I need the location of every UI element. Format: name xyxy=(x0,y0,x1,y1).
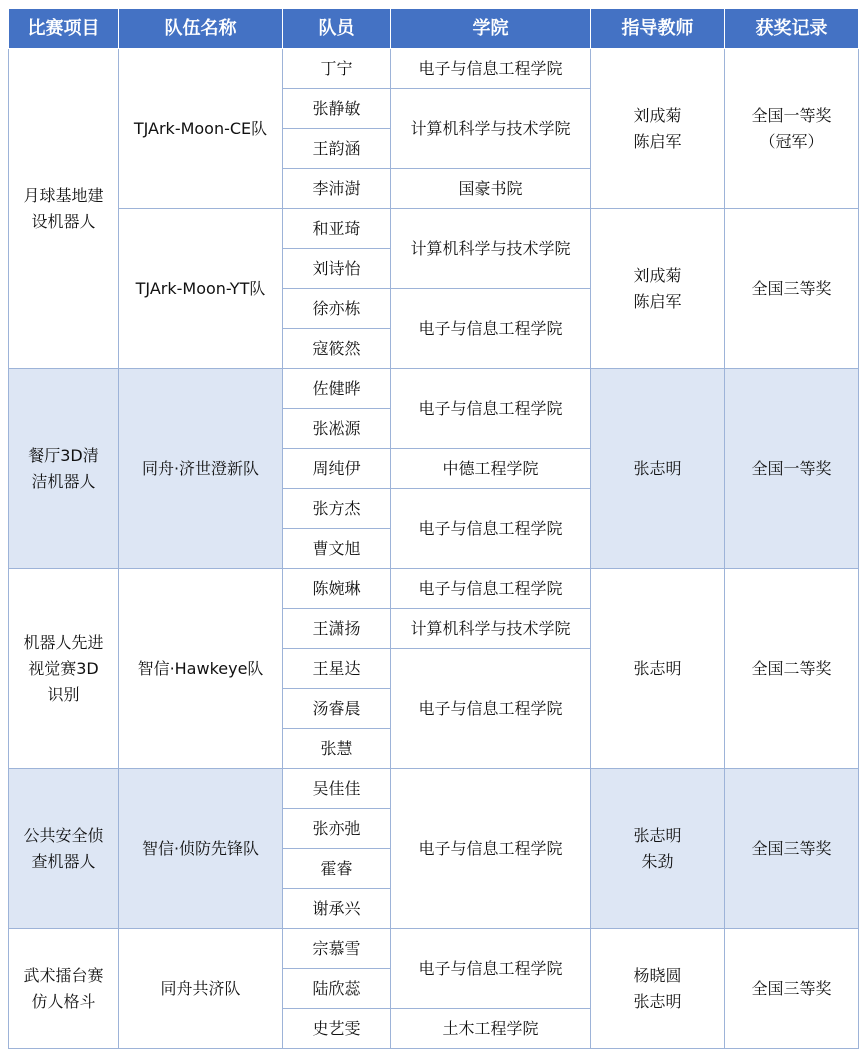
award-cell: 全国一等奖 xyxy=(725,369,859,569)
team-cell: 智信·Hawkeye队 xyxy=(119,569,283,769)
award-cell: 全国三等奖 xyxy=(725,929,859,1049)
member-cell: 刘诗怡 xyxy=(283,249,391,289)
team-cell: 同舟共济队 xyxy=(119,929,283,1049)
member-cell: 佐健晔 xyxy=(283,369,391,409)
member-cell: 谢承兴 xyxy=(283,889,391,929)
award-cell: 全国二等奖 xyxy=(725,569,859,769)
member-cell: 寇筱然 xyxy=(283,329,391,369)
college-cell: 计算机科学与技术学院 xyxy=(391,609,591,649)
header-award: 获奖记录 xyxy=(725,9,859,49)
teacher-cell: 杨晓圆 张志明 xyxy=(591,929,725,1049)
team-cell: TJArk-Moon-YT队 xyxy=(119,209,283,369)
teacher-cell: 刘成菊 陈启军 xyxy=(591,209,725,369)
header-teacher: 指导教师 xyxy=(591,9,725,49)
member-cell: 张慧 xyxy=(283,729,391,769)
award-cell: 全国三等奖 xyxy=(725,209,859,369)
teacher-cell: 张志明 xyxy=(591,569,725,769)
member-cell: 周纯伊 xyxy=(283,449,391,489)
header-member: 队员 xyxy=(283,9,391,49)
member-cell: 陆欣蕊 xyxy=(283,969,391,1009)
member-cell: 史艺雯 xyxy=(283,1009,391,1049)
member-cell: 吴佳佳 xyxy=(283,769,391,809)
member-cell: 徐亦栋 xyxy=(283,289,391,329)
competition-cell: 机器人先进视觉赛3D识别 xyxy=(9,569,119,769)
college-cell: 电子与信息工程学院 xyxy=(391,769,591,929)
member-cell: 王潇扬 xyxy=(283,609,391,649)
header-competition: 比赛项目 xyxy=(9,9,119,49)
team-cell: TJArk-Moon-CE队 xyxy=(119,49,283,209)
competition-cell: 餐厅3D清洁机器人 xyxy=(9,369,119,569)
table-row xyxy=(9,769,859,809)
member-cell: 张凇源 xyxy=(283,409,391,449)
team-cell: 智信·侦防先锋队 xyxy=(119,769,283,929)
college-cell: 土木工程学院 xyxy=(391,1009,591,1049)
member-cell: 王星达 xyxy=(283,649,391,689)
member-cell: 张方杰 xyxy=(283,489,391,529)
header-row xyxy=(9,9,859,49)
member-cell: 张静敏 xyxy=(283,89,391,129)
member-cell: 丁宁 xyxy=(283,49,391,89)
header-college: 学院 xyxy=(391,9,591,49)
member-cell: 曹文旭 xyxy=(283,529,391,569)
table-row xyxy=(9,569,859,609)
teacher-cell: 张志明 xyxy=(591,369,725,569)
competition-cell: 公共安全侦查机器人 xyxy=(9,769,119,929)
teacher-cell: 刘成菊 陈启军 xyxy=(591,49,725,209)
college-cell: 中德工程学院 xyxy=(391,449,591,489)
member-cell: 王韵涵 xyxy=(283,129,391,169)
member-cell: 张亦弛 xyxy=(283,809,391,849)
member-cell: 和亚琦 xyxy=(283,209,391,249)
header-team: 队伍名称 xyxy=(119,9,283,49)
college-cell: 电子与信息工程学院 xyxy=(391,649,591,769)
college-cell: 国豪书院 xyxy=(391,169,591,209)
college-cell: 电子与信息工程学院 xyxy=(391,569,591,609)
table-row xyxy=(9,929,859,969)
table-header xyxy=(9,9,859,49)
award-cell: 全国三等奖 xyxy=(725,769,859,929)
table-body xyxy=(9,49,859,1049)
member-cell: 宗慕雪 xyxy=(283,929,391,969)
college-cell: 电子与信息工程学院 xyxy=(391,49,591,89)
teacher-cell: 张志明 朱劲 xyxy=(591,769,725,929)
team-cell: 同舟·济世澄新队 xyxy=(119,369,283,569)
table-row xyxy=(9,49,859,89)
member-cell: 汤睿晨 xyxy=(283,689,391,729)
table-row xyxy=(9,209,859,249)
member-cell: 陈婉琳 xyxy=(283,569,391,609)
competition-cell: 武术擂台赛仿人格斗 xyxy=(9,929,119,1049)
competition-cell: 月球基地建设机器人 xyxy=(9,49,119,369)
college-cell: 电子与信息工程学院 xyxy=(391,489,591,569)
award-cell: 全国一等奖 （冠军） xyxy=(725,49,859,209)
college-cell: 计算机科学与技术学院 xyxy=(391,209,591,289)
member-cell: 霍睿 xyxy=(283,849,391,889)
awards-table xyxy=(8,8,859,1049)
table-row xyxy=(9,369,859,409)
college-cell: 计算机科学与技术学院 xyxy=(391,89,591,169)
college-cell: 电子与信息工程学院 xyxy=(391,369,591,449)
college-cell: 电子与信息工程学院 xyxy=(391,929,591,1009)
member-cell: 李沛澍 xyxy=(283,169,391,209)
college-cell: 电子与信息工程学院 xyxy=(391,289,591,369)
